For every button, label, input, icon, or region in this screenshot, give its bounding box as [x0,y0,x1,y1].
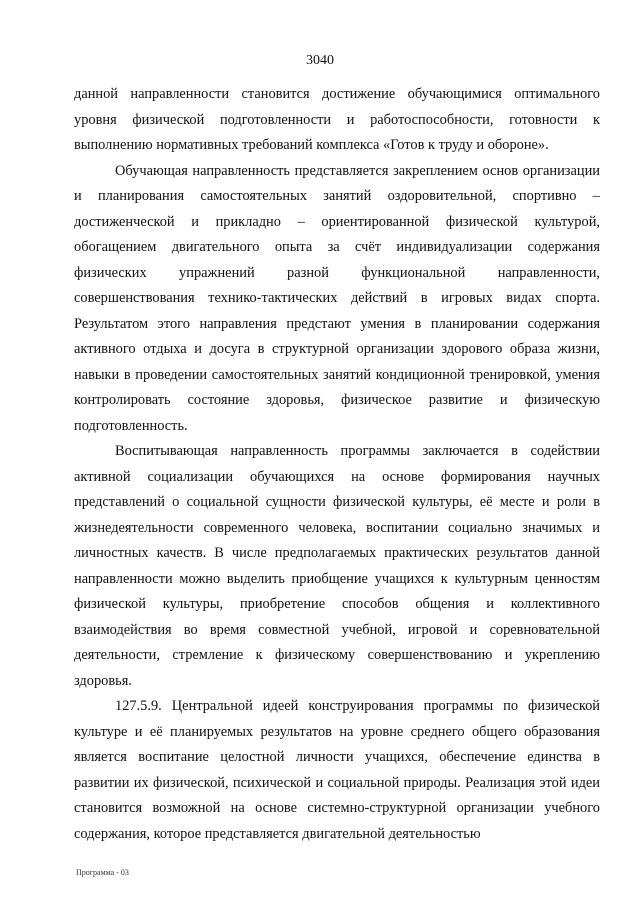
paragraph-continuation: данной направленности становится достижение обучающимися оптимального уровня физической подготовленности и работоспособности, готовности к выполнению нормативных требований комплекса «Готов к труду и обороне». [74,86,600,153]
paragraph-teaching-direction: Обучающая направленность представляется закреплением основ организации и планирования самостоятельных занятий оздоровительной, спортивно – достиженческой и прикладно – ориентированной физической культурой, обогащением двигательного опыта за счёт индивидуализации содержания физических упражнений разной функциональной направленности, совершенствования технико-тактических действий в игровых видах спорта. Результатом этого направления предстают умения в планировании содержания активного отдыха и досуга в структурной организации здорового образа жизни, навыки в проведении самостоятельных занятий кондиционной тренировкой, умения контролировать состояние здоровья, физическое развитие и физическую подготовленность. [74,162,600,434]
paragraph-central-idea: 127.5.9. Центральной идеей конструирования программы по физической культуре и её планируемых результатов на уровне среднего общего образования является воспитание целостной личности учащихся, обеспечение единства в развитии их физической, психической и социальной природы. Реализация этой идеи становится возможной на основе системно-структурной организации учебного содержания, которое представляется двигательной деятельностью [74,698,600,842]
paragraph-upbringing-direction: Воспитывающая направленность программы заключается в содействии активной социализации обучающихся на основе формирования научных представлений о социальной сущности физической культуры, её месте и роли в жизнедеятельности современного человека, воспитании социально значимых и личностных качеств. В числе предполагаемых практических результатов данной направленности можно выделить приобщение учащихся к культурным ценностям физической культуры, приобретение способов общения и коллективного взаимодействия во время совместной учебной, игровой и соревновательной деятельности, стремление к физическому совершенствованию и укреплению здоровья. [74,443,600,689]
body-text [74,82,600,847]
page-number: 3040 [306,53,334,68]
page-footer: Программа - 03 [76,868,129,877]
